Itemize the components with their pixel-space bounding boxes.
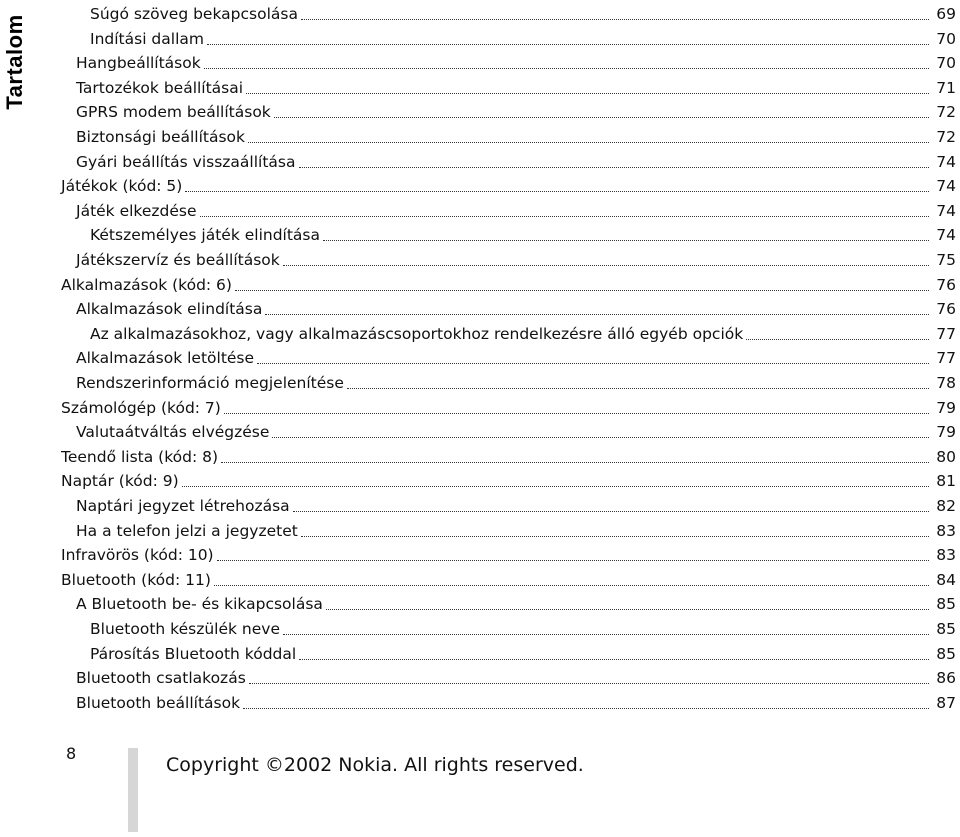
toc-entry-page: 70 [936, 29, 956, 48]
toc-dot-leader [257, 363, 929, 364]
toc-dot-leader [182, 486, 929, 487]
toc-dot-leader [301, 19, 929, 20]
toc-entry-title: Játék elkezdése [76, 201, 197, 220]
copyright-notice: Copyright ©2002 Nokia. All rights reserved. [166, 754, 584, 776]
toc-dot-leader [347, 388, 929, 389]
toc-entry-page: 77 [936, 324, 956, 343]
toc-dot-leader [293, 511, 929, 512]
toc-dot-leader [185, 191, 929, 192]
toc-dot-leader [246, 93, 929, 94]
toc-entry[interactable] [0, 543, 960, 567]
toc-dot-leader [221, 462, 929, 463]
toc-entry[interactable] [0, 51, 960, 75]
toc-dot-leader [207, 44, 929, 45]
toc-entry-page: 75 [936, 251, 956, 269]
toc-entry[interactable] [0, 125, 960, 149]
toc-entry-title: Játékszervíz és beállítások [76, 251, 280, 269]
toc-entry-title: Párosítás Bluetooth kóddal [90, 644, 297, 663]
toc-entry-title: Naptár (kód: 9) [61, 472, 179, 491]
toc-entry[interactable] [0, 420, 960, 444]
toc-dot-leader [248, 142, 929, 143]
toc-entry-title: Ha a telefon jelzi a jegyzetet [76, 521, 298, 540]
toc-entry-page: 86 [936, 669, 956, 688]
toc-entry-page: 80 [936, 447, 956, 466]
toc-dot-leader [217, 560, 929, 561]
toc-entry-page: 72 [936, 128, 956, 146]
toc-entry-page: 82 [936, 497, 956, 515]
toc-dot-leader [200, 216, 929, 217]
toc-dot-leader [235, 290, 929, 291]
toc-entry-page: 74 [936, 226, 956, 245]
toc-dot-leader [299, 167, 930, 168]
toc-entry-page: 77 [936, 349, 956, 368]
toc-dot-leader [299, 659, 929, 660]
toc-dot-leader [214, 585, 929, 586]
toc-entry[interactable] [0, 617, 960, 641]
toc-entry-page: 79 [936, 423, 956, 442]
toc-entry-title: Gyári beállítás visszaállítása [76, 152, 296, 171]
toc-entry[interactable] [0, 691, 960, 715]
toc-entry[interactable] [0, 396, 960, 420]
toc-dot-leader [301, 536, 929, 537]
toc-entry[interactable] [0, 199, 960, 223]
toc-entry-title: Alkalmazások letöltése [76, 349, 255, 368]
toc-entry[interactable] [0, 223, 960, 247]
toc-entry-page: 72 [936, 103, 956, 122]
toc-dot-leader [746, 339, 929, 340]
toc-entry-page: 74 [936, 152, 956, 171]
toc-entry-title: Játékok (kód: 5) [61, 177, 183, 196]
toc-entry[interactable] [0, 519, 960, 543]
toc-dot-leader [283, 634, 929, 635]
toc-entry[interactable] [0, 371, 960, 395]
toc-entry-title: GPRS modem beállítások [76, 103, 271, 122]
toc-entry[interactable] [0, 150, 960, 174]
toc-entry-title: Számológép (kód: 7) [61, 398, 221, 417]
toc-entry-title: Bluetooth készülék neve [90, 620, 280, 638]
toc-dot-leader [265, 314, 929, 315]
toc-entry-page: 76 [936, 300, 956, 319]
toc-entry-page: 87 [936, 693, 956, 712]
toc-dot-leader [204, 68, 929, 69]
toc-entry-page: 74 [936, 177, 956, 196]
toc-dot-leader [274, 117, 929, 118]
toc-entry[interactable] [0, 297, 960, 321]
toc-entry-page: 83 [936, 546, 956, 565]
toc-dot-leader [272, 437, 929, 438]
toc-entry-title: Alkalmazások elindítása [76, 300, 263, 319]
toc-dot-leader [224, 413, 929, 414]
toc-entry[interactable] [0, 592, 960, 616]
toc-entry-title: Naptári jegyzet létrehozása [76, 497, 290, 515]
toc-dot-leader [243, 708, 929, 709]
toc-entry[interactable] [0, 2, 960, 26]
toc-entry-title: Bluetooth beállítások [76, 693, 241, 712]
toc-entry-page: 76 [936, 275, 956, 294]
toc-dot-leader [249, 683, 929, 684]
toc-entry-title: Kétszemélyes játék elindítása [90, 226, 320, 245]
toc-entry[interactable] [0, 76, 960, 100]
toc-entry[interactable] [0, 100, 960, 124]
toc-entry-title: Bluetooth (kód: 11) [61, 570, 211, 589]
toc-entry-page: 70 [936, 54, 956, 73]
toc-entry[interactable] [0, 494, 960, 518]
toc-entry-title: Infravörös (kód: 10) [61, 546, 214, 565]
toc-entry-title: Hangbeállítások [76, 54, 201, 73]
toc-entry[interactable] [0, 642, 960, 666]
toc-entry[interactable] [0, 273, 960, 297]
toc-entry[interactable] [0, 666, 960, 690]
toc-entry-page: 83 [936, 521, 956, 540]
toc-entry-title: Valutaátváltás elvégzése [76, 423, 270, 442]
toc-entry-title: Súgó szöveg bekapcsolása [90, 5, 298, 23]
toc-entry-page: 85 [936, 644, 956, 663]
toc-entry-page: 85 [936, 595, 956, 614]
toc-entry[interactable] [0, 248, 960, 272]
toc-dot-leader [283, 265, 929, 266]
footer-divider-bar [128, 748, 138, 832]
toc-entry[interactable] [0, 469, 960, 493]
toc-entry[interactable] [0, 568, 960, 592]
toc-entry[interactable] [0, 174, 960, 198]
toc-entry-title: Tartozékok beállításai [76, 78, 244, 97]
toc-entry-page: 74 [936, 201, 956, 220]
toc-entry-page: 84 [936, 570, 956, 589]
toc-entry[interactable] [0, 27, 960, 51]
toc-dot-leader [323, 240, 929, 241]
toc-entry-page: 69 [936, 5, 956, 23]
toc-entry-title: Bluetooth csatlakozás [76, 669, 246, 688]
toc-entry-title: Biztonsági beállítások [76, 128, 246, 146]
toc-entry[interactable] [0, 445, 960, 469]
page-number: 8 [66, 744, 77, 763]
toc-entry-page: 79 [936, 398, 956, 417]
toc-entry-title: Rendszerinformáció megjelenítése [76, 374, 344, 392]
toc-entry-title: Indítási dallam [90, 29, 204, 48]
toc-entry-title: Teendő lista (kód: 8) [61, 447, 219, 466]
toc-entry-page: 78 [936, 374, 956, 392]
toc-entry[interactable] [0, 346, 960, 370]
toc-entry-page: 81 [936, 472, 956, 491]
toc-entry-page: 85 [936, 620, 956, 638]
toc-entry-title: Alkalmazások (kód: 6) [61, 275, 232, 294]
toc-entry[interactable] [0, 322, 960, 346]
section-tab-label: Tartalom [2, 14, 27, 110]
toc-entry-page: 71 [936, 78, 956, 97]
toc-dot-leader [326, 609, 929, 610]
toc-entry-title: A Bluetooth be- és kikapcsolása [76, 595, 323, 614]
toc-entry-title: Az alkalmazásokhoz, vagy alkalmazáscsoportokhoz rendelkezésre álló egyéb opciók [90, 324, 744, 343]
